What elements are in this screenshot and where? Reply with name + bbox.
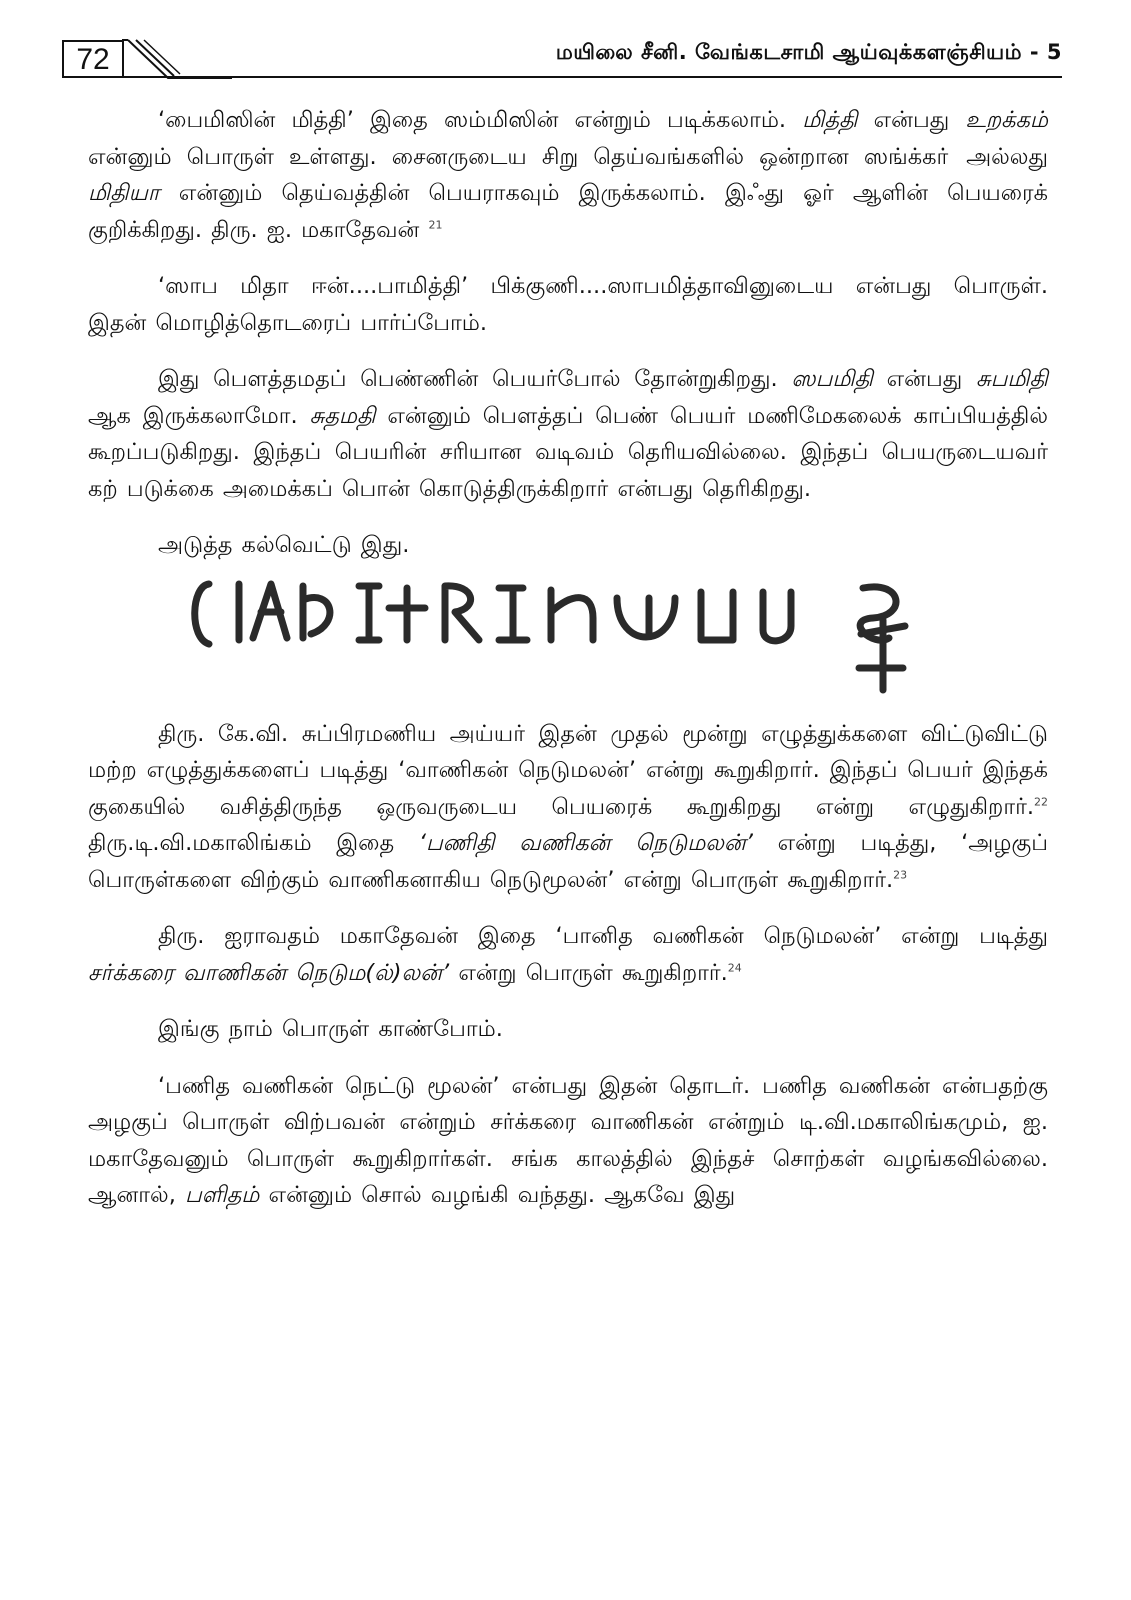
italic-term: ‘பணிதி வணிகன் நெடுமலன்’: [418, 830, 753, 856]
paragraph-text: ‘பைமிஸின் மித்தி’ இதை ஸம்மிஸின் என்றும் படிக்கலாம்.: [158, 107, 803, 133]
footnote-ref: 23: [893, 868, 908, 881]
italic-term: சுதமதி: [309, 402, 376, 429]
page-body: [88, 102, 1048, 1234]
paragraph-text: இது பௌத்தமதப் பெண்ணின் பெயர்போல் தோன்றுகிறது.: [158, 366, 792, 392]
brahmi-inscription-image: [183, 578, 1013, 698]
paragraph-text: என்னும் பௌத்தப் பெண் பெயர் மணிமேகலைக் காப்பியத்தில் கூறப்படுகிறது. இந்தப் பெயரின் சரியான வடிவம் தெரியவில்லை. இந்தப் பெயருடையவர் கற் படுக்கை அமைக்கப் பொன் கொடுத்திருக்கிறார் என்பது தெரிகிறது.: [88, 402, 1048, 502]
paragraph: இங்கு நாம் பொருள் காண்போம்.: [158, 1016, 503, 1042]
paragraph-text: என்னும் பொருள் உள்ளது. சைனருடைய சிறு தெய்வங்களில் ஒன்றான ஸங்க்கா் அல்லது: [88, 143, 1048, 170]
paragraph-text: என்று பொருள் கூறுகிறார்.: [449, 959, 728, 986]
footnote-ref: 21: [428, 218, 443, 231]
header-rule: [122, 76, 1062, 78]
paragraph: [88, 1068, 1048, 1214]
paragraph-text: என்னும் சொல் வழங்கி வந்தது. ஆகவே இது: [259, 1182, 736, 1208]
italic-term: மிதியா: [88, 180, 160, 206]
paragraph-text: திரு. ஐராவதம் மகாதேவன் இதை ‘பானித வணிகன் நெடுமலன்’ என்று படித்து: [158, 923, 1048, 949]
paragraph-text: என்று படித்து, ‘அழகுப் பொருள்களை விற்கும் வாணிகனாகிய நெடுமூலன்’ என்று பொருள் கூறுகிறார்.: [88, 830, 1048, 893]
paragraph-text: திரு. கே.வி. சுப்பிரமணிய அய்யர் இதன் முதல் மூன்று எழுத்துக்களை விட்டுவிட்டு மற்ற எழுத்துக்களைப் படித்து ‘வாணிகன் நெடுமலன்’ என்று கூறுகிறார். இந்தப் பெயர் இந்தக் குகையில் வசித்திருந்த ஒருவருடைய பெயரைக் கூறுகிறது என்று எழுதுகிறார்.: [88, 720, 1048, 820]
paragraph-text: என்பது: [872, 366, 976, 392]
page-header: [62, 30, 1062, 86]
paragraph-text: என்பது: [857, 107, 966, 133]
italic-term: சர்க்கரை வாணிகன் நெடும(ல்)லன்’: [88, 959, 450, 986]
paragraph: [88, 716, 1048, 899]
paragraph: [88, 102, 1048, 248]
italic-term: சுபமிதி: [975, 366, 1048, 392]
paragraph: [88, 918, 1048, 991]
running-title: மயிலை சீனி. வேங்கடசாமி ஆய்வுக்களஞ்சியம் - 5: [555, 40, 1062, 64]
italic-term: மித்தி: [802, 107, 858, 133]
paragraph-text: திரு.டி.வி.மகாலிங்கம் இதை: [88, 830, 419, 856]
italic-term: ஸபமிதி: [791, 366, 873, 392]
italic-term: பளிதம்: [185, 1182, 260, 1208]
page-number: 72: [62, 40, 124, 78]
paragraph: அடுத்த கல்வெட்டு இது.: [158, 532, 410, 558]
footnote-ref: 22: [1034, 795, 1048, 808]
paragraph-text: என்னும் தெய்வத்தின் பெயராகவும் இருக்கலாம். இஃது ஓர் ஆளின் பெயரைக் குறிக்கிறது. திரு. ஐ. மகாதேவன்: [88, 180, 1048, 243]
inscription-figure: [88, 578, 1048, 698]
italic-term: உறக்கம்: [965, 107, 1048, 133]
paragraph-text: ‘பணித வணிகன் நெட்டு மூலன்’ என்பது இதன் தொடர். பணித வணிகன் என்பதற்கு அழகுப் பொருள் விற்பவன் என்றும் சர்க்கரை வாணிகன் என்றும் டி.வி.மகாலிங்கமும், ஐ. மகாதேவனும் பொருள் கூறுகிறார்கள். சங்க காலத்தில் இந்தச் சொற்கள் வழங்கவில்லை. ஆனால்,: [88, 1072, 1048, 1208]
paragraph-text: ஆக இருக்கலாமோ.: [88, 402, 310, 429]
paragraph: [88, 361, 1048, 507]
paragraph: ‘ஸாப மிதா ஈன்....பாமித்தி’ பிக்குணி....ஸாபமித்தாவினுடைய என்பது பொருள். இதன் மொழித்தொடரைப் பார்ப்போம்.: [88, 273, 1048, 336]
footnote-ref: 24: [727, 961, 742, 974]
